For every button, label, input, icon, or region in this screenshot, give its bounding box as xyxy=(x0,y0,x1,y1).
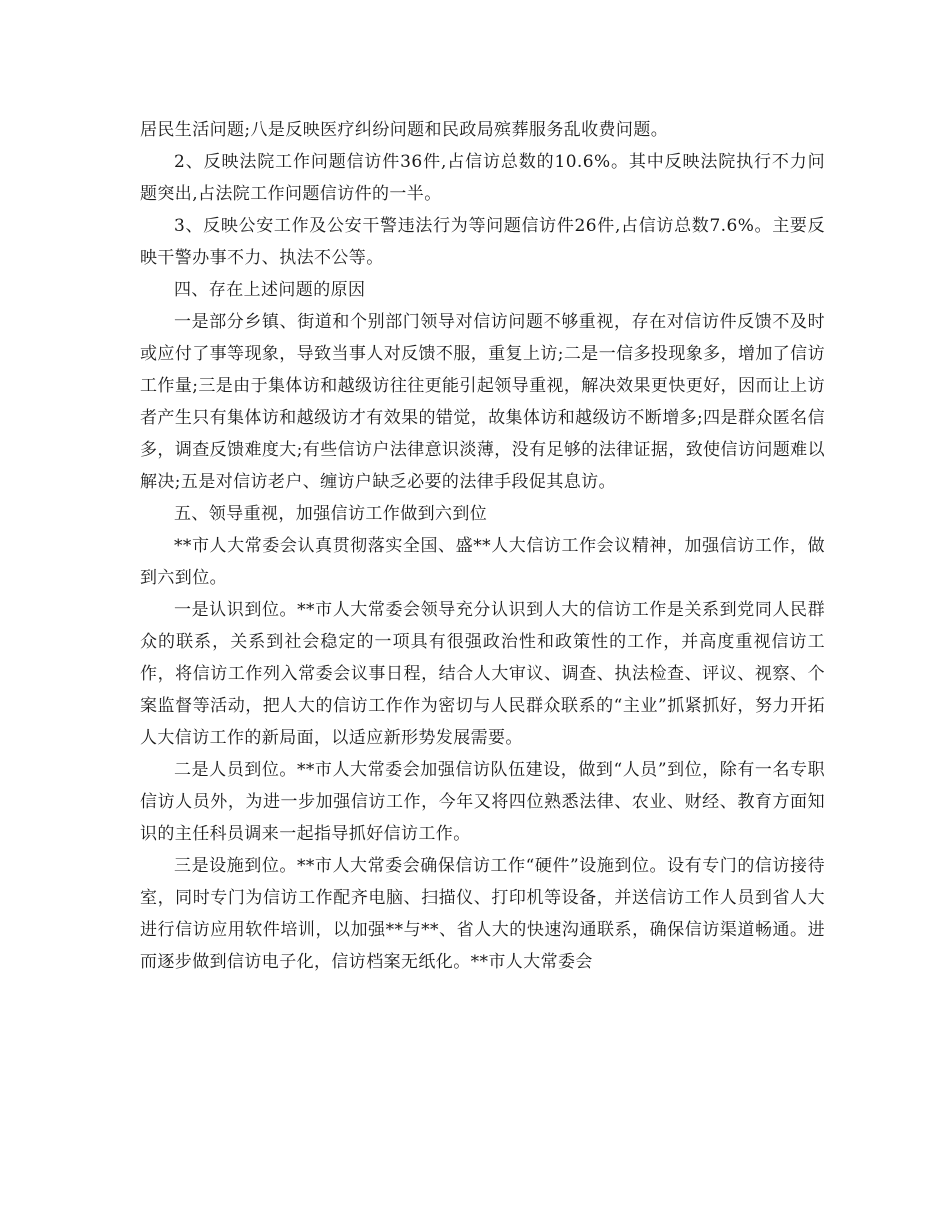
paragraph-7: **市人大常委会认真贯彻落实全国、盛**人大信访工作会议精神，加强信访工作，做到六到位。 xyxy=(140,536,825,588)
document-body xyxy=(140,114,825,978)
section-heading-4: 四、存在上述问题的原因 xyxy=(174,280,366,300)
paragraph-8: 一是认识到位。**市人大常委会领导充分认识到人大的信访工作是关系到党同人民群众的联系，关系到社会稳定的一项具有很强政治性和政策性的工作，并高度重视信访工作，将信访工作列入常委会议事日程，结合人大审议、调查、执法检查、评议、视察、个案监督等活动，把人大的信访工作作为密切与人民群众联系的“主业”抓紧抓好，努力开拓人大信访工作的新局面，以适应新形势发展需要。 xyxy=(140,600,825,748)
paragraph-2: 2、反映法院工作问题信访件36件,占信访总数的10.6%。其中反映法院执行不力问题突出,占法院工作问题信访件的一半。 xyxy=(140,152,825,204)
paragraph-5: 一是部分乡镇、街道和个别部门领导对信访问题不够重视，存在对信访件反馈不及时或应付了事等现象，导致当事人对反馈不服，重复上访;二是一信多投现象多，增加了信访工作量;三是由于集体访和越级访往往更能引起领导重视，解决效果更快更好，因而让上访者产生只有集体访和越级访才有效果的错觉，故集体访和越级访不断增多;四是群众匿名信多，调查反馈难度大;有些信访户法律意识淡薄，没有足够的法律证据，致使信访问题难以解决;五是对信访老户、缠访户缺乏必要的法律手段促其息访。 xyxy=(140,312,825,492)
section-heading-5: 五、领导重视，加强信访工作做到六到位 xyxy=(174,504,488,524)
paragraph-9: 二是人员到位。**市人大常委会加强信访队伍建设，做到“人员”到位，除有一名专职信访人员外，为进一步加强信访工作，今年又将四位熟悉法律、农业、财经、教育方面知识的主任科员调来一起指导抓好信访工作。 xyxy=(140,760,825,844)
paragraph-1: 居民生活问题;八是反映医疗纠纷问题和民政局殡葬服务乱收费问题。 xyxy=(140,120,669,140)
paragraph-10: 三是设施到位。**市人大常委会确保信访工作“硬件”设施到位。设有专门的信访接待室，同时专门为信访工作配齐电脑、扫描仪、打印机等设备，并送信访工作人员到省人大进行信访应用软件培训，以加强**与**、省人大的快速沟通联系，确保信访渠道畅通。进而逐步做到信访电子化，信访档案无纸化。**市人大常委会 xyxy=(140,856,825,972)
paragraph-3: 3、反映公安工作及公安干警违法行为等问题信访件26件,占信访总数7.6%。主要反映干警办事不力、执法不公等。 xyxy=(140,216,825,268)
